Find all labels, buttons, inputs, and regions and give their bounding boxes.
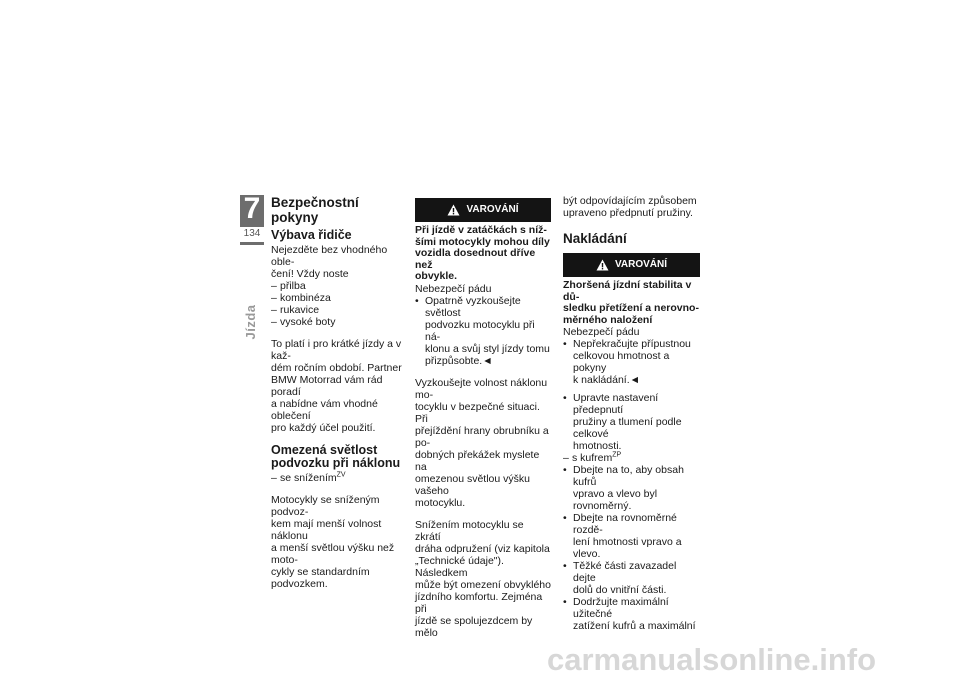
text-line: pro každý účel použití. xyxy=(271,422,376,434)
chapter-side-label: Jízda xyxy=(243,304,258,340)
text-line: lení hmotnosti vpravo a vlevo. xyxy=(573,536,682,560)
superscript: ZP xyxy=(612,451,622,459)
text-line: jízdního komfortu. Zejména při xyxy=(415,590,543,615)
text-line: Těžké části zavazadel dejte xyxy=(573,560,677,584)
text-line: k nakládání.◄ xyxy=(573,374,641,386)
warning-label: VAROVÁNÍ xyxy=(466,204,519,215)
bullet-item: • Dbejte na to, aby obsah kufrů vpravo a vlevo byl rovnoměrný. xyxy=(563,464,700,512)
page-number: 134 xyxy=(243,228,261,239)
text-line: BMW Motorrad vám rád poradí xyxy=(271,374,383,398)
text-line: jízdě se spolujezdcem by mělo xyxy=(415,614,533,639)
paragraph xyxy=(563,195,700,219)
text-line: celkovou hmotnost a pokyny xyxy=(573,350,670,374)
text-line: Nejezděte bez vhodného oble- xyxy=(271,244,388,268)
dash-item: – vysoké boty xyxy=(271,316,336,328)
column-3 xyxy=(563,195,700,632)
dash-item-text: kombinéza xyxy=(280,292,331,304)
paragraph xyxy=(271,338,407,434)
text-line: Snížením motocyklu se zkrátí xyxy=(415,518,524,543)
dash-item-text: rukavice xyxy=(280,304,320,316)
warning-triangle-icon xyxy=(596,259,609,271)
warning-triangle-icon xyxy=(447,204,460,216)
text-line: čení! Vždy noste xyxy=(271,268,349,280)
heading-line: Omezená světlost xyxy=(271,443,378,457)
text-line: dobných překážek myslete na xyxy=(415,448,540,473)
text-line: Nepřekračujte přípustnou xyxy=(573,338,691,350)
bullet-item: • Těžké části zavazadel dejte dolů do vnitřní části. xyxy=(563,560,700,596)
text-line: Upravte nastavení předepnutí xyxy=(573,392,659,416)
text-line: Opatrně vyzkoušejte světlost xyxy=(425,294,521,319)
warning-banner xyxy=(415,198,551,222)
text-line: podvozku motocyklu při ná- xyxy=(425,318,535,343)
dash-item-text: s kufrem xyxy=(572,452,613,464)
text-line: tocyklu v bezpečné situaci. Při xyxy=(415,400,540,425)
section-heading-safety: Bezpečnostní pokyny xyxy=(271,195,359,225)
text-line: může být omezení obvyklého xyxy=(415,578,551,591)
text-line: klonu a svůj styl jízdy tomu xyxy=(425,342,550,355)
text-line: cykly se standardním podvozkem. xyxy=(271,566,370,590)
text-line: Při jízdě v zatáčkách s níž- xyxy=(415,224,547,236)
text-line: Dbejte na rovnoměrné rozdě- xyxy=(573,512,677,536)
column-2 xyxy=(415,198,551,639)
text-line: obvykle. xyxy=(415,270,458,282)
text-line: To platí i pro krátké jízdy a v kaž- xyxy=(271,338,402,362)
text-line: a menší světlou výšku než moto- xyxy=(271,542,395,566)
text-line: sledku přetížení a nerovno- xyxy=(563,302,699,314)
text-line: Dodržujte maximální užitečné xyxy=(573,596,669,620)
paragraph xyxy=(271,494,407,590)
text-line: zatížení kufrů a maximální xyxy=(573,620,696,632)
text-line: měrného naložení xyxy=(563,313,653,326)
warning-label: VAROVÁNÍ xyxy=(614,259,668,270)
text-line: kem mají menší volnost náklonu xyxy=(271,518,382,542)
text-line: přejíždění hrany obrubníku a po- xyxy=(415,424,549,449)
text-line: hmotnosti. xyxy=(573,440,622,452)
paragraph xyxy=(271,244,407,280)
danger-text: Nebezpečí pádu xyxy=(563,326,640,338)
bullet-item: • Dbejte na rovnoměrné rozdě- lení hmotnosti vpravo a vlevo. xyxy=(563,512,700,560)
text-line: motocyklu. xyxy=(415,496,466,509)
text-line: vpravo a vlevo byl rovnoměrný. xyxy=(573,488,658,512)
column-1 xyxy=(271,195,407,590)
text-line: být odpovídajícím způsobem xyxy=(563,195,697,207)
watermark-text: carmanualsonline.info xyxy=(547,642,877,677)
text-line: přizpůsobte.◄ xyxy=(425,354,493,367)
text-line: pružiny a tlumení podle celkové xyxy=(573,416,682,440)
text-line: dolů do vnitřní části. xyxy=(573,584,667,596)
superscript: ZV xyxy=(336,471,346,479)
paragraph xyxy=(415,519,551,639)
warning-title xyxy=(415,225,551,283)
text-line: omezenou světlou výšku vašeho xyxy=(415,472,530,497)
dash-item-text: přilba xyxy=(280,280,306,292)
dash-item-text: se snížením xyxy=(280,472,337,484)
text-line: Zhoršená jízdní stabilita v dů- xyxy=(563,279,692,303)
dash-item: – kombinéza xyxy=(271,292,331,304)
text-line: dráha odpružení (viz kapitola xyxy=(415,542,550,555)
paragraph xyxy=(415,377,551,509)
chapter-number: 7 xyxy=(243,192,261,225)
bullet-item: • Upravte nastavení předepnutí pružiny a tlumení podle celkové hmotnosti. xyxy=(563,392,700,452)
dash-item-text: vysoké boty xyxy=(280,316,336,328)
warning-title xyxy=(563,280,700,326)
text-line: vozidla dosednout dříve než xyxy=(415,247,536,271)
dash-item: – s kufrem$^{ZP}$ xyxy=(563,451,622,464)
heading-line: podvozku při náklonu xyxy=(271,456,401,470)
text-line: upraveno předpnutí pružiny. xyxy=(563,207,693,219)
text-line: šími motocykly mohou díly xyxy=(415,235,550,248)
dash-item: – přilba xyxy=(271,280,306,292)
dash-item: – rukavice xyxy=(271,304,320,316)
subheading-rider-equipment: Výbava řidiče xyxy=(271,228,352,242)
subheading-ground-clearance xyxy=(271,444,407,470)
text-line: Motocykly se sníženým podvoz- xyxy=(271,494,380,518)
section-heading-loading: Nakládání xyxy=(563,231,627,246)
text-line: a nabídne vám vhodné oblečení xyxy=(271,398,378,422)
text-line: Dbejte na to, aby obsah kufrů xyxy=(573,464,684,488)
text-line: Vyzkoušejte volnost náklonu mo- xyxy=(415,376,548,401)
bullet-item: • Opatrně vyzkoušejte světlost podvozku motocyklu při ná- klonu a svůj styl jízdy tomu přizpůsobte.◄ xyxy=(415,294,550,367)
text-line: dém ročním období. Partner xyxy=(271,362,402,374)
bullet-item: • Dodržujte maximální užitečné zatížení kufrů a maximální xyxy=(563,596,700,632)
bullet-item: • Nepřekračujte přípustnou celkovou hmotnost a pokyny k nakládání.◄ xyxy=(563,338,700,386)
dash-item: – se snížením$^{ZV}$ xyxy=(271,471,346,484)
danger-text: Nebezpečí pádu xyxy=(415,282,492,295)
text-line: „Technické údaje"). Následkem xyxy=(415,554,504,579)
warning-banner xyxy=(563,253,700,277)
